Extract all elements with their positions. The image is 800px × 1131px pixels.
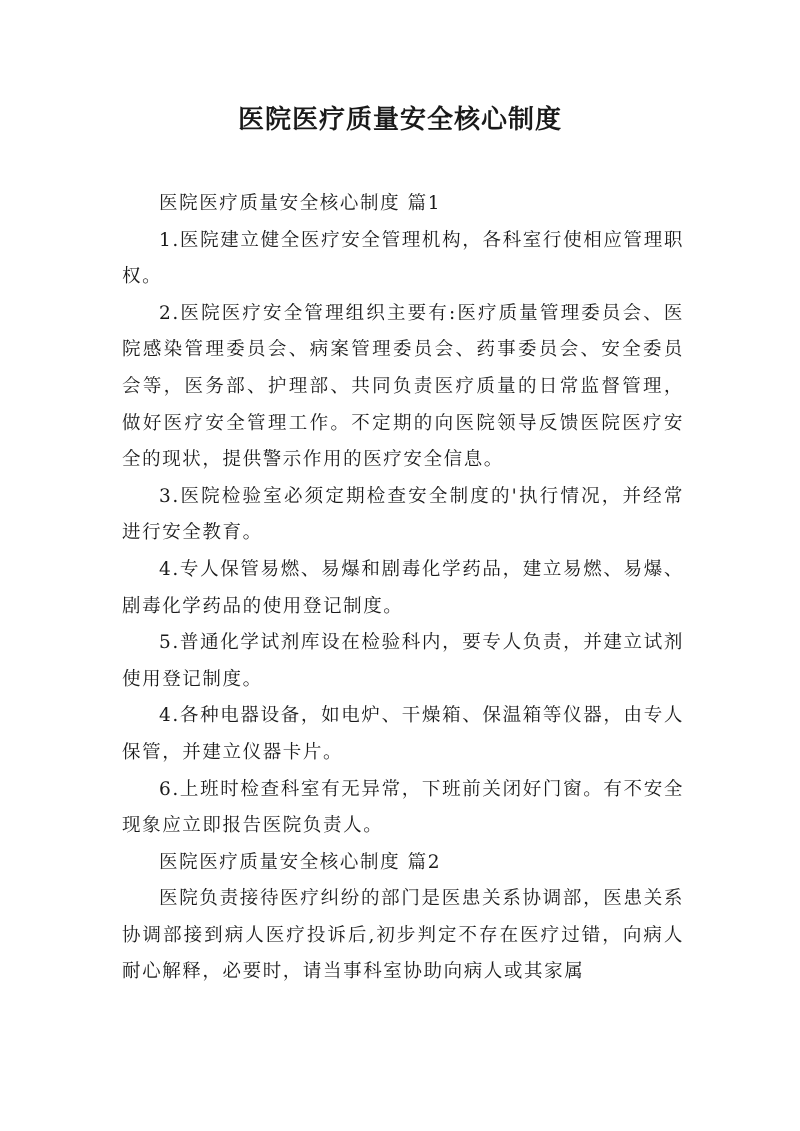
paragraph-item-4: 4.专人保管易燃、易爆和剧毒化学药品，建立易燃、易爆、剧毒化学药品的使用登记制度。 [122,558,684,617]
paragraph-section-2-intro: 医院负责接待医疗纠纷的部门是医患关系协调部，医患关系协调部接到病人医疗投诉后,初步判定不存在医疗过错，向病人耐心解释，必要时，请当事科室协助向病人或其家属 [122,888,684,983]
paragraph-item-6: 6.上班时检查科室有无异常，下班前关闭好门窗。有不安全现象应立即报告医院负责人。 [122,778,684,837]
paragraph-item-1: 1.医院建立健全医疗安全管理机构，各科室行使相应管理职权。 [122,229,684,288]
document-title: 医院医疗质量安全核心制度 [237,105,562,135]
document-body [122,186,684,991]
paragraph-item-4b: 4.各种电器设备，如电炉、干燥箱、保温箱等仪器，由专人保管，并建立仪器卡片。 [122,705,684,763]
paragraph-item-2: 2.医院医疗安全管理组织主要有:医疗质量管理委员会、医院感染管理委员会、病案管理委员会、药事委员会、安全委员会等，医务部、护理部、共同负责医疗质量的日常监督管理，做好医疗安全管理工作。不定期的向医院领导反馈医院医疗安全的现状，提供警示作用的医疗安全信息。 [122,302,684,471]
section-heading-2: 医院医疗质量安全核心制度 篇2 [159,851,442,873]
paragraph-item-3: 3.医院检验室必须定期检查安全制度的'执行情况，并经常进行安全教育。 [122,485,684,544]
section-heading-1: 医院医疗质量安全核心制度 篇1 [159,193,442,214]
paragraph-item-5: 5.普通化学试剂库设在检验科内，要专人负责，并建立试剂使用登记制度。 [122,632,684,690]
